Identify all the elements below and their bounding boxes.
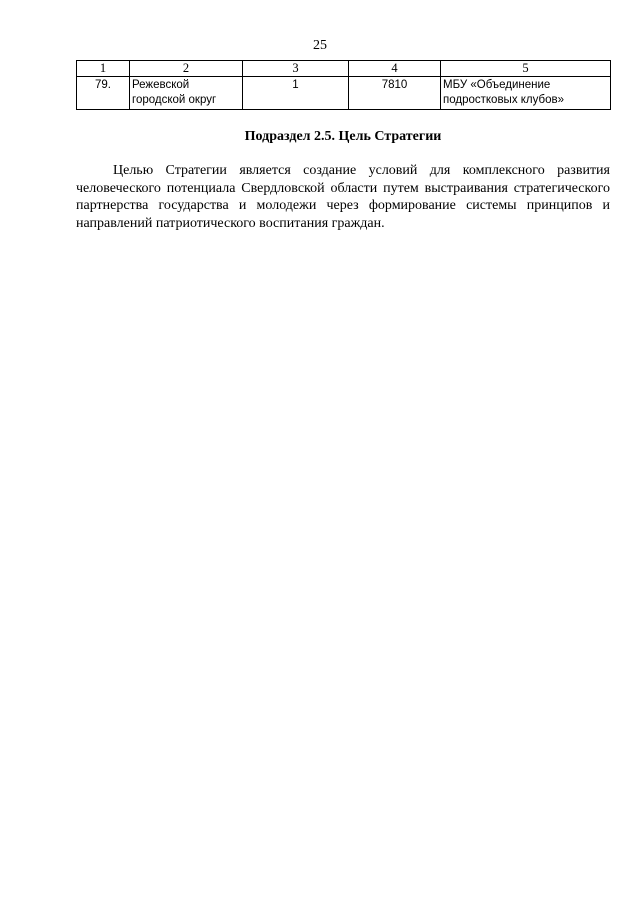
column-header: 4 bbox=[349, 61, 441, 77]
table-row bbox=[77, 77, 611, 110]
row-number-cell: 79. bbox=[77, 77, 130, 110]
district-cell bbox=[130, 77, 243, 110]
district-line: городской округ bbox=[132, 94, 217, 106]
page-number: 25 bbox=[313, 38, 327, 53]
code-cell: 7810 bbox=[349, 77, 441, 110]
section-heading: Подраздел 2.5. Цель Стратегии bbox=[244, 129, 442, 144]
column-header: 2 bbox=[130, 61, 243, 77]
district-line: Режевской bbox=[132, 79, 190, 91]
organization-cell bbox=[441, 77, 611, 110]
body-paragraph: Целью Стратегии является создание условий для комплексного развития человеческого потенциала Свердловской области путем выстраивания стратегического партнерства государства и молодежи через формирование системы принципов и направлений патриотического воспитания граждан. bbox=[76, 163, 610, 231]
table-header-row bbox=[77, 61, 611, 77]
organization-line: МБУ «Объединение bbox=[443, 79, 551, 91]
column-header: 5 bbox=[441, 61, 611, 77]
organization-line: подростковых клубов» bbox=[443, 94, 565, 106]
column-header: 3 bbox=[243, 61, 349, 77]
count-cell: 1 bbox=[243, 77, 349, 110]
column-header: 1 bbox=[77, 61, 130, 77]
organizations-table bbox=[76, 60, 611, 110]
